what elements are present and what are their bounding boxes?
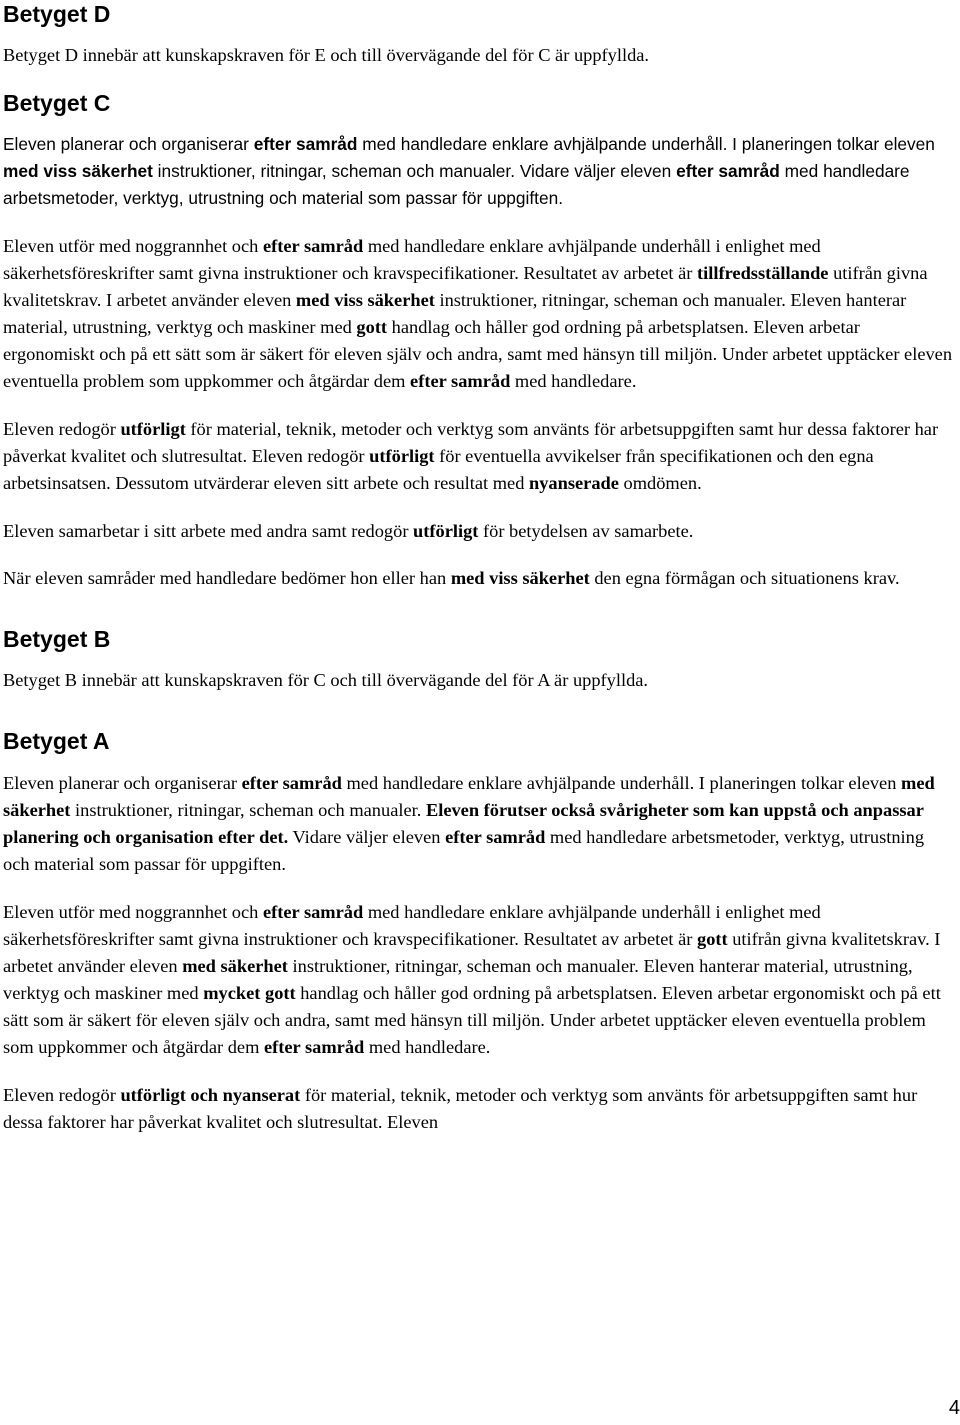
- bold-run: efter samråd: [263, 1037, 365, 1057]
- bold-run: efter samråd: [241, 773, 342, 793]
- text-run: Eleven utför med noggrannhet och: [3, 902, 263, 922]
- text-run: för eventuella avvikelser från specifikationen och den egna arbetsinsatsen. Dessutom utvärderar eleven sitt arbete och resultat med: [3, 446, 874, 493]
- text-run: instruktioner, ritningar, scheman och manualer. Eleven hanterar material, utrustning, verktyg och maskiner med: [3, 290, 907, 337]
- heading-betyget-b: Betyget B: [3, 626, 111, 652]
- bold-run: med viss säkerhet: [450, 568, 590, 588]
- text-run: omdömen.: [618, 473, 702, 493]
- text-run: instruktioner, ritningar, scheman och manualer. Vidare väljer eleven: [152, 161, 677, 181]
- bold-run: med viss säkerhet: [295, 290, 435, 310]
- text-run: med handledare enklare avhjälpande underhåll i enlighet med säkerhetsföreskrifter samt givna instruktioner och kravspecifikationer. Resultatet av arbetet är: [3, 236, 821, 283]
- paragraph-a-3: [3, 1082, 953, 1136]
- bold-run: gott: [697, 929, 728, 949]
- text-run: instruktioner, ritningar, scheman och manualer.: [70, 800, 426, 820]
- text-run: Eleven planerar och organiserar: [3, 134, 254, 154]
- document-page: [3, 0, 953, 1136]
- bold-run: efter samråd: [262, 902, 364, 922]
- text-run: den egna förmågan och situationens krav.: [589, 568, 900, 588]
- bold-run: med viss säkerhet: [3, 161, 153, 181]
- paragraph-a-2: [3, 899, 953, 1061]
- text-run: för material, teknik, metoder och verktyg som använts för arbetsuppgiften samt hur dessa faktorer har påverkat kvalitet och slutresultat. Eleven: [3, 1085, 918, 1132]
- bold-run: efter samråd: [445, 827, 546, 847]
- paragraph-a-1: [3, 770, 953, 878]
- paragraph-c-2: [3, 233, 953, 395]
- heading-betyget-c: Betyget C: [3, 90, 111, 116]
- text-run: utifrån givna kvalitetskrav. I arbetet använder eleven: [3, 929, 941, 976]
- bold-run: efter samråd: [262, 236, 364, 256]
- text-run: med handledare.: [364, 1037, 491, 1057]
- bold-run: efter samråd: [253, 134, 358, 154]
- bold-run: med säkerhet: [3, 773, 935, 820]
- text-run: med handledare arbetsmetoder, verktyg, utrustning och material som passar för uppgiften.: [3, 827, 925, 874]
- bold-run: Eleven förutser också svårigheter som kan uppstå och anpassar planering och organisation efter det.: [3, 800, 924, 847]
- text-run: med handledare arbetsmetoder, verktyg, utrustning och material som passar för uppgiften.: [3, 161, 910, 208]
- text-run: med handledare.: [510, 371, 637, 391]
- paragraph-b-1: Betyget B innebär att kunskapskraven för C och till övervägande del för A är uppfyllda.: [3, 670, 649, 690]
- text-run: Vidare väljer eleven: [288, 827, 446, 847]
- text-run: med handledare enklare avhjälpande underhåll i enlighet med säkerhetsföreskrifter samt givna instruktioner och kravspecifikationer. Resultatet av arbetet är: [3, 902, 821, 949]
- text-run: Eleven redogör: [3, 419, 121, 439]
- text-run: handlag och håller god ordning på arbetsplatsen. Eleven arbetar ergonomiskt och på ett sätt som är säkert för eleven själv och andra, samt med hänsyn till miljön. Under arbetet upptäcker eleven eventuella problem som uppkommer och åtgärdar dem: [3, 983, 941, 1057]
- page-number: 4: [948, 1397, 960, 1419]
- bold-run: tillfredsställande: [697, 263, 829, 283]
- bold-run: mycket gott: [203, 983, 296, 1003]
- text-run: Eleven redogör: [3, 1085, 121, 1105]
- text-run: Eleven samarbetar i sitt arbete med andra samt redogör: [3, 521, 414, 541]
- text-run: handlag och håller god ordning på arbetsplatsen. Eleven arbetar ergonomiskt och på ett sätt som är säkert för eleven själv och andra, samt med hänsyn till miljön. Under arbetet upptäcker eleven eventuella problem som uppkommer och åtgärdar dem: [3, 317, 953, 391]
- bold-run: med säkerhet: [182, 956, 288, 976]
- text-run: för betydelsen av samarbete.: [478, 521, 694, 541]
- paragraph-c-3: [3, 416, 953, 497]
- bold-run: utförligt och nyanserat: [120, 1085, 301, 1105]
- bold-run: utförligt: [120, 419, 186, 439]
- paragraph-c-4: [3, 518, 953, 545]
- text-run: för material, teknik, metoder och verktyg som använts för arbetsuppgiften samt hur dessa faktorer har påverkat kvalitet och slutresultat. Eleven redogör: [3, 419, 939, 466]
- bold-run: efter samråd: [676, 161, 780, 181]
- paragraph-c-1: [3, 131, 953, 212]
- bold-run: gott: [356, 317, 388, 337]
- text-run: Eleven planerar och organiserar: [3, 773, 242, 793]
- bold-run: utförligt: [369, 446, 435, 466]
- text-run: med handledare enklare avhjälpande underhåll. I planeringen tolkar eleven: [341, 773, 902, 793]
- heading-betyget-d: Betyget D: [3, 1, 111, 27]
- text-run: Eleven utför med noggrannhet och: [3, 236, 263, 256]
- paragraph-c-5: [3, 565, 953, 592]
- bold-run: utförligt: [413, 521, 479, 541]
- heading-betyget-a: Betyget A: [3, 728, 110, 754]
- bold-run: efter samråd: [410, 371, 511, 391]
- bold-run: nyanserade: [529, 473, 619, 493]
- text-run: När eleven samråder med handledare bedömer hon eller han: [3, 568, 451, 588]
- text-run: utifrån givna kvalitetskrav. I arbetet använder eleven: [3, 263, 928, 310]
- text-run: instruktioner, ritningar, scheman och manualer. Eleven hanterar material, utrustning, verktyg och maskiner med: [3, 956, 913, 1003]
- text-run: med handledare enklare avhjälpande underhåll. I planeringen tolkar eleven: [357, 134, 935, 154]
- paragraph-d-1: Betyget D innebär att kunskapskraven för E och till övervägande del för C är uppfyllda.: [3, 45, 650, 65]
